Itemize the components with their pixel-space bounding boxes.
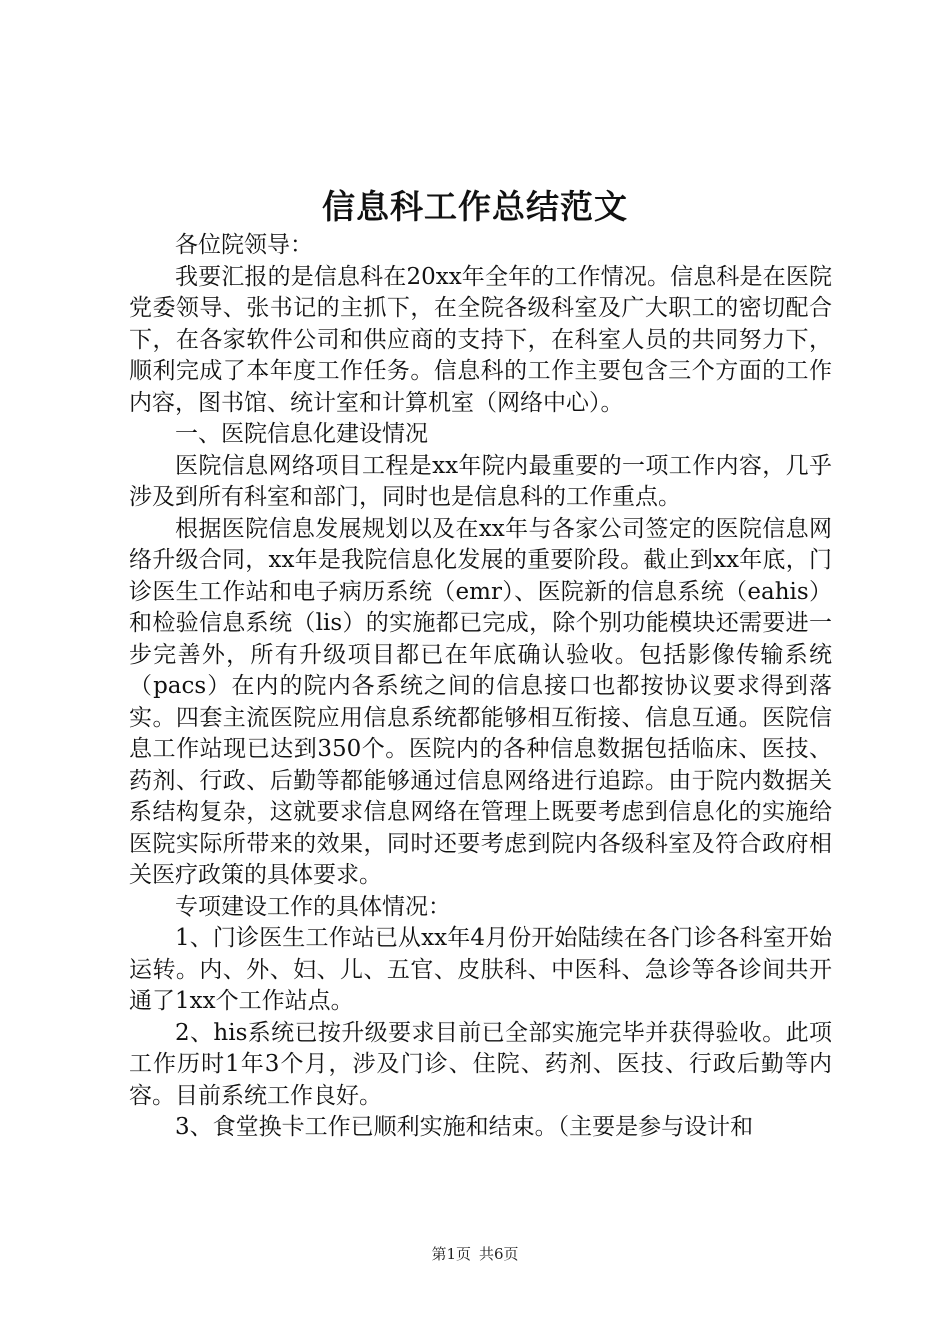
page-number: 第1页: [431, 1245, 471, 1263]
paragraph-plan: 根据医院信息发展规划以及在xx年与各家公司签定的医院信息网络升级合同，xx年是我院信息化发展的重要阶段。截止到xx年底，门诊医生工作站和电子病历系统（emr）、医院新的信息系统（eahis）和检验信息系统（lis）的实施都已完成，除个别功能模块还需要进一步完善外，所有升级项目都已在年底确认验收。包括影像传输系统（pacs）在内的院内各系统之间的信息接口也都按协议要求得到落实。四套主流医院应用信息系统都能够相互衔接、信息互通。医院信息工作站现已达到350个。医院内的各种信息数据包括临床、医技、药剂、行政、后勤等都能够通过信息网络进行追踪。由于院内数据关系结构复杂，这就要求信息网络在管理上既要考虑到信息化的实施给医院实际所带来的效果，同时还要考虑到院内各级科室及符合政府相关医疗政策的具体要求。: [129, 515, 832, 888]
salutation: 各位院领导：: [175, 232, 313, 258]
document-body: [129, 230, 832, 1144]
page-total: 共6页: [479, 1245, 519, 1263]
section-heading-1: 一、医院信息化建设情况: [175, 421, 428, 447]
paragraph-project: 医院信息网络项目工程是xx年院内最重要的一项工作内容，几乎涉及到所有科室和部门，同时也是信息科的工作重点。: [129, 452, 832, 510]
list-item-3: 3、食堂换卡工作已顺利实施和结束。（主要是参与设计和: [175, 1114, 754, 1140]
page-footer: [0, 1244, 950, 1264]
subheading-special-projects: 专项建设工作的具体情况：: [175, 893, 451, 920]
list-item-1: 1、门诊医生工作站已从xx年4月份开始陆续在各门诊各科室开始运转。内、外、妇、儿、五官、皮肤科、中医科、急诊等各诊间共开通了1xx个工作站点。: [129, 925, 832, 1014]
paragraph-intro: 我要汇报的是信息科在20xx年全年的工作情况。信息科是在医院党委领导、张书记的主抓下，在全院各级科室及广大职工的密切配合下，在各家软件公司和供应商的支持下，在科室人员的共同努力下，顺利完成了本年度工作任务。信息科的工作主要包含三个方面的工作内容，图书馆、统计室和计算机室（网络中心）。: [129, 263, 832, 416]
document-title: 信息科工作总结范文: [322, 187, 628, 226]
list-item-2: 2、his系统已按升级要求目前已全部实施完毕并获得验收。此项工作历时1年3个月，涉及门诊、住院、药剂、医技、行政后勤等内容。目前系统工作良好。: [129, 1019, 832, 1109]
